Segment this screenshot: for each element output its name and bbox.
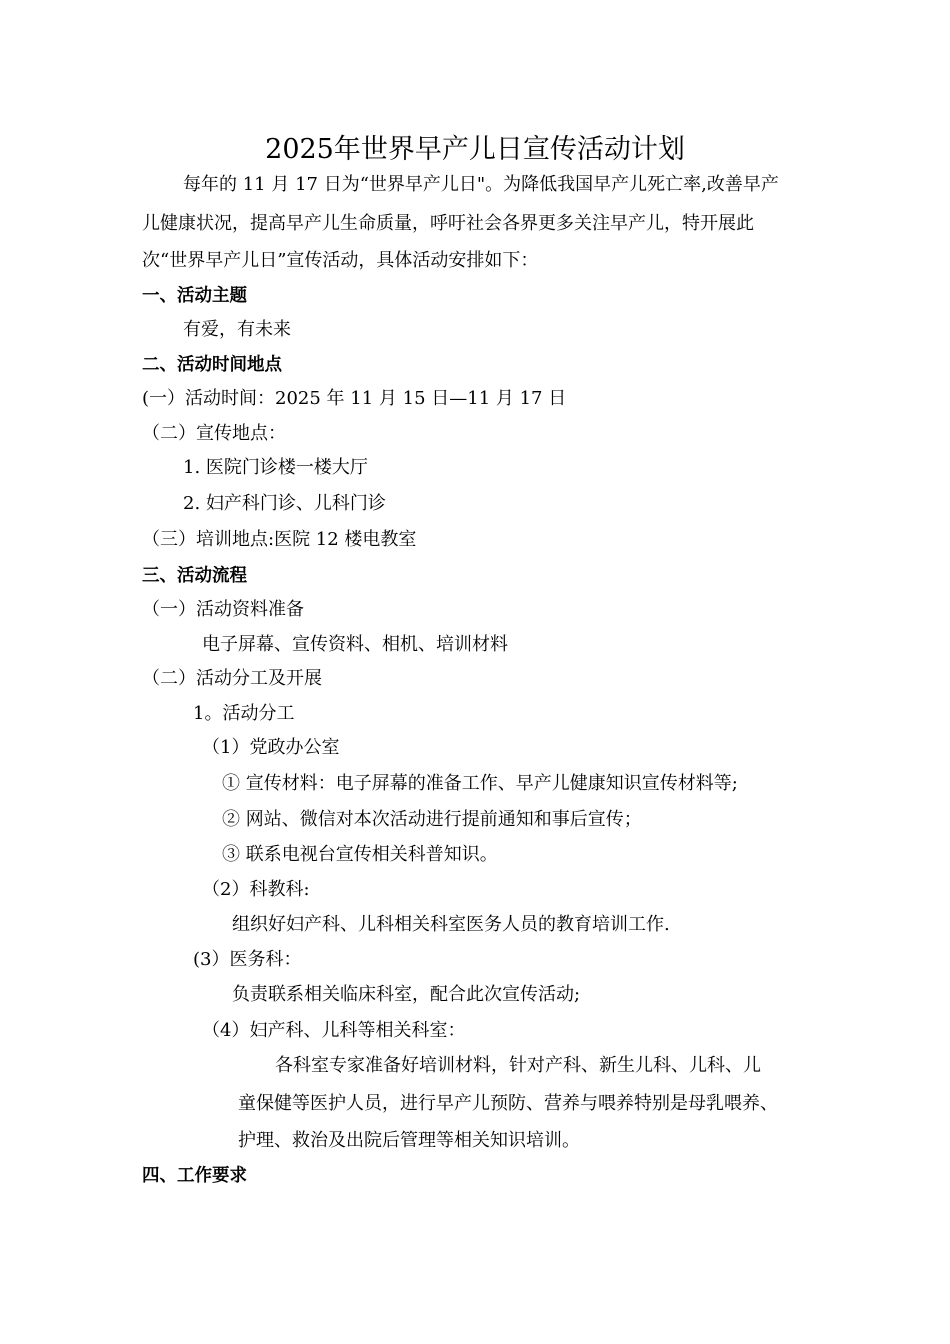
intro-line-2: 儿健康状况，提高早产儿生命质量，呼吁社会各界更多关注早产儿，特开展此: [142, 213, 754, 234]
section-heading-time-place: 二、活动时间地点: [142, 355, 282, 375]
section-heading-process: 三、活动流程: [142, 566, 247, 586]
division-label: （二）活动分工及开展: [142, 668, 322, 689]
office-item-1: ① 宣传材料：电子屏幕的准备工作、早产儿健康知识宣传材料等;: [222, 773, 738, 794]
theme-text: 有爱，有未来: [183, 319, 291, 340]
division-sub: 1。活动分工: [193, 703, 295, 724]
prep-items: 电子屏幕、宣传资料、相机、培训材料: [202, 634, 508, 655]
edu-label: （2）科教科:: [202, 879, 310, 900]
office-item-2: ② 网站、微信对本次活动进行提前通知和事后宣传；: [222, 809, 642, 830]
promo-place-2: 2. 妇产科门诊、儿科门诊: [183, 493, 386, 514]
prep-label: （一）活动资料准备: [142, 599, 304, 620]
section-heading-requirements: 四、工作要求: [142, 1166, 247, 1186]
med-label: (3）医务科：: [193, 949, 302, 970]
intro-line-1: 每年的 11 月 17 日为“世界早产儿日"。为降低我国早产儿死亡率,改善早产: [183, 174, 779, 195]
promo-place-1: 1. 医院门诊楼一楼大厅: [183, 457, 368, 478]
section-heading-theme: 一、活动主题: [142, 286, 247, 306]
promo-places-label: （二）宣传地点：: [142, 423, 286, 444]
dept-text-line-2: 童保健等医护人员，进行早产儿预防、营养与喂养特别是母乳喂养、: [238, 1093, 778, 1114]
dept-label: （4）妇产科、儿科等相关科室：: [202, 1020, 466, 1041]
activity-time: (一）活动时间：2025 年 11 月 15 日—11 月 17 日: [142, 388, 567, 409]
office-item-3: ③ 联系电视台宣传相关科普知识。: [222, 844, 498, 865]
dept-text-line-1: 各科室专家准备好培训材料，针对产科、新生儿科、儿科、儿: [275, 1055, 761, 1076]
edu-text: 组织好妇产科、儿科相关科室医务人员的教育培训工作.: [232, 914, 670, 935]
dept-text-line-3: 护理、救治及出院后管理等相关知识培训。: [238, 1130, 580, 1151]
training-place: （三）培训地点:医院 12 楼电教室: [142, 529, 417, 550]
document-title: 2025年世界早产儿日宣传活动计划: [265, 134, 685, 165]
med-text: 负责联系相关临床科室，配合此次宣传活动;: [232, 984, 581, 1005]
office-label: （1）党政办公室: [202, 737, 340, 758]
intro-line-3: 次“世界早产儿日”宣传活动，具体活动安排如下：: [142, 250, 539, 271]
